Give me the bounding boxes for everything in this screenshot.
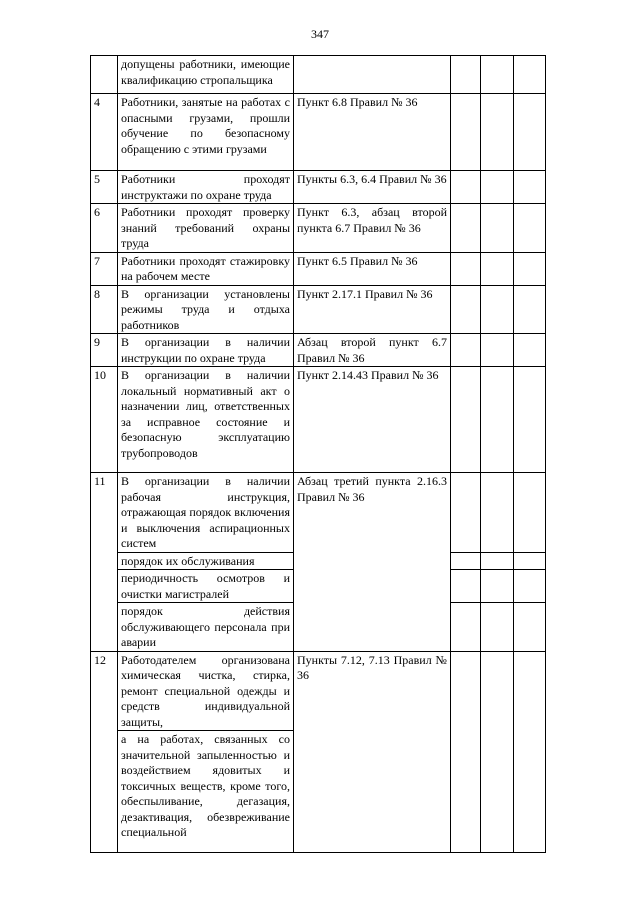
row-number: 7 [91, 252, 118, 285]
requirement-subitem: периодичность осмотров и очистки магистралей [118, 570, 294, 603]
row-number: 10 [91, 367, 118, 473]
requirement-subitem: порядок их обслуживания [118, 552, 294, 570]
requirement-text: В организации в наличии инструкции по охране труда [118, 334, 294, 367]
requirement-text: В организации в наличии рабочая инструкция, отражающая порядок включения и выключения аспирационных систем [118, 473, 294, 553]
answer-yes-cell[interactable] [451, 252, 481, 285]
table-row [91, 651, 546, 731]
table-row [91, 473, 546, 553]
answer-yes-cell[interactable] [451, 334, 481, 367]
table-row [91, 56, 546, 94]
answer-na-cell[interactable] [514, 204, 546, 253]
answer-yes-cell[interactable] [451, 94, 481, 171]
row-number [91, 56, 118, 94]
table-row [91, 367, 546, 473]
table-row [91, 171, 546, 204]
answer-no-cell[interactable] [481, 473, 514, 553]
table-row [91, 204, 546, 253]
answer-na-cell[interactable] [514, 285, 546, 334]
reference-text: Абзац второй пункт 6.7 Правил № 36 [294, 334, 451, 367]
row-number: 12 [91, 651, 118, 853]
page-number: 347 [311, 27, 329, 41]
answer-no-cell[interactable] [481, 570, 514, 603]
row-number: 5 [91, 171, 118, 204]
answer-yes-cell[interactable] [451, 473, 481, 553]
answer-na-cell[interactable] [514, 473, 546, 553]
reference-text: Пункты 7.12, 7.13 Правил № 36 [294, 651, 451, 853]
reference-text: Пункт 2.17.1 Правил № 36 [294, 285, 451, 334]
requirement-text: Работники, занятые на работах с опасными грузами, прошли обучение по безопасному обращению с этими грузами [118, 94, 294, 171]
reference-text: Пункт 2.14.43 Правил № 36 [294, 367, 451, 473]
table-row [91, 285, 546, 334]
answer-na-cell[interactable] [514, 570, 546, 603]
table-row [91, 334, 546, 367]
answer-no-cell[interactable] [481, 334, 514, 367]
reference-text [294, 56, 451, 94]
table-row [91, 252, 546, 285]
row-number: 9 [91, 334, 118, 367]
answer-no-cell[interactable] [481, 56, 514, 94]
answer-no-cell[interactable] [481, 252, 514, 285]
answer-na-cell[interactable] [514, 94, 546, 171]
checklist-table [90, 55, 546, 853]
answer-na-cell[interactable] [514, 603, 546, 652]
row-number: 11 [91, 473, 118, 652]
answer-na-cell[interactable] [514, 651, 546, 853]
answer-yes-cell[interactable] [451, 56, 481, 94]
requirement-subitem: порядок действия обслуживающего персонала при аварии [118, 603, 294, 652]
answer-na-cell[interactable] [514, 56, 546, 94]
requirement-text: Работники проходят проверку знаний требований охраны труда [118, 204, 294, 253]
row-number: 6 [91, 204, 118, 253]
reference-text: Пункт 6.3, абзац второй пункта 6.7 Правил № 36 [294, 204, 451, 253]
answer-na-cell[interactable] [514, 334, 546, 367]
reference-text: Пункты 6.3, 6.4 Правил № 36 [294, 171, 451, 204]
answer-no-cell[interactable] [481, 603, 514, 652]
requirement-text: допущены работники, имеющие квалификацию стропальщика [118, 56, 294, 94]
answer-yes-cell[interactable] [451, 285, 481, 334]
answer-no-cell[interactable] [481, 285, 514, 334]
answer-na-cell[interactable] [514, 367, 546, 473]
answer-yes-cell[interactable] [451, 570, 481, 603]
requirement-subitem: а на работах, связанных со значительной запыленностью и воздействием ядовитых и токсичных веществ, кроме того, обеспыливание, дегазация, дезактивация, обезвреживание специальной [118, 731, 294, 853]
answer-na-cell[interactable] [514, 552, 546, 570]
answer-no-cell[interactable] [481, 204, 514, 253]
answer-yes-cell[interactable] [451, 171, 481, 204]
row-number: 4 [91, 94, 118, 171]
answer-no-cell[interactable] [481, 651, 514, 853]
answer-yes-cell[interactable] [451, 204, 481, 253]
answer-yes-cell[interactable] [451, 367, 481, 473]
reference-text: Пункт 6.5 Правил № 36 [294, 252, 451, 285]
row-number: 8 [91, 285, 118, 334]
answer-yes-cell[interactable] [451, 603, 481, 652]
answer-no-cell[interactable] [481, 552, 514, 570]
requirement-text: В организации в наличии локальный нормативный акт о назначении лиц, ответственных за исправное состояние и безопасную эксплуатацию трубопроводов [118, 367, 294, 473]
requirement-text: Работники проходят инструктажи по охране труда [118, 171, 294, 204]
answer-no-cell[interactable] [481, 171, 514, 204]
answer-no-cell[interactable] [481, 94, 514, 171]
requirement-text: В организации установлены режимы труда и отдыха работников [118, 285, 294, 334]
answer-na-cell[interactable] [514, 252, 546, 285]
requirement-text: Работники проходят стажировку на рабочем месте [118, 252, 294, 285]
answer-yes-cell[interactable] [451, 651, 481, 853]
answer-na-cell[interactable] [514, 171, 546, 204]
table-row [91, 94, 546, 171]
answer-no-cell[interactable] [481, 367, 514, 473]
reference-text: Абзац третий пункта 2.16.3 Правил № 36 [294, 473, 451, 652]
requirement-text: Работодателем организована химическая чистка, стирка, ремонт специальной одежды и средств индивидуальной защиты, [118, 651, 294, 731]
answer-yes-cell[interactable] [451, 552, 481, 570]
reference-text: Пункт 6.8 Правил № 36 [294, 94, 451, 171]
